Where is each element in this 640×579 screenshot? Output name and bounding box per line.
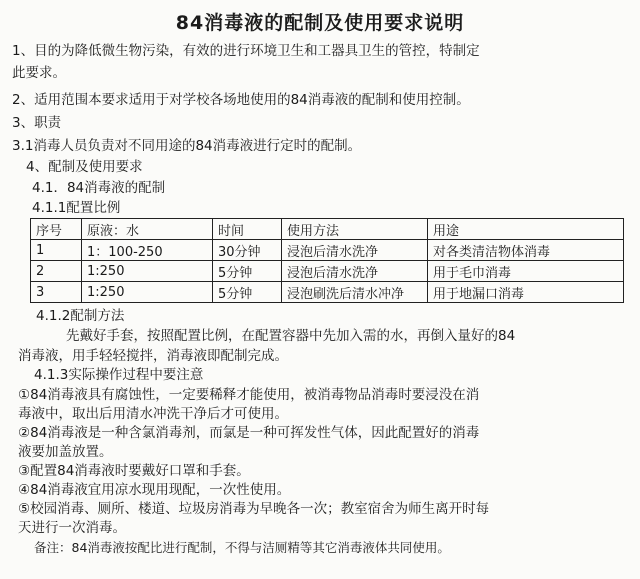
table-cell: 用于毛巾消毒 <box>428 261 624 282</box>
caution-3: ③配置84消毒液时要戴好口罩和手套。 <box>18 463 250 479</box>
cautions-heading: 4.1.3实际操作过程中要注意 <box>34 367 204 383</box>
section-1-line-2: 此要求。 <box>12 65 66 81</box>
table-cell: 用于地漏口消毒 <box>428 282 624 303</box>
table-row <box>31 240 624 261</box>
page-title: 84消毒液的配制及使用要求说明 <box>175 12 465 34</box>
section-4-1-1: 4.1.1配置比例 <box>32 200 121 216</box>
ratio-table <box>30 218 624 303</box>
caution-2-line-2: 液要加盖放置。 <box>18 444 113 460</box>
section-3-1: 3.1消毒人员负责对不同用途的84消毒液进行定时的配制。 <box>12 138 362 154</box>
table-cell: 5分钟 <box>213 261 282 282</box>
section-4: 4、配制及使用要求 <box>26 159 143 175</box>
table-cell: 2 <box>31 261 82 282</box>
table-header: 序号 <box>31 219 82 240</box>
table-cell: 1 <box>31 240 82 261</box>
table-cell: 30分钟 <box>213 240 282 261</box>
table-cell: 1：100-250 <box>82 240 213 261</box>
caution-5-line-1: ⑤校园消毒、厕所、楼道、垃圾房消毒为早晚各一次；教室宿舍为师生离开时每 <box>18 501 490 517</box>
caution-4: ④84消毒液宜用凉水现用现配，一次性使用。 <box>18 482 291 498</box>
table-header: 时间 <box>213 219 282 240</box>
caution-1-line-2: 毒液中，取出后用清水冲洗干净后才可使用。 <box>18 406 288 422</box>
table-cell: 5分钟 <box>213 282 282 303</box>
table-cell: 浸泡后清水洗净 <box>282 240 428 261</box>
method-line-1: 先戴好手套，按照配置比例，在配置容器中先加入需的水，再倒入量好的84 <box>66 328 516 344</box>
caution-5-line-2: 天进行一次消毒。 <box>18 520 126 536</box>
table-cell: 浸泡后清水洗净 <box>282 261 428 282</box>
table-cell: 对各类清洁物体消毒 <box>428 240 624 261</box>
table-header: 用途 <box>428 219 624 240</box>
table-header-row <box>31 219 624 240</box>
caution-1-line-1: ①84消毒液具有腐蚀性，一定要稀释才能使用，被消毒物品消毒时要浸没在消 <box>18 387 480 403</box>
table-cell: 3 <box>31 282 82 303</box>
section-4-1: 4.1．84消毒液的配制 <box>32 180 166 196</box>
section-2: 2、适用范围本要求适用于对学校各场地使用的84消毒液的配制和使用控制。 <box>12 92 470 108</box>
note: 备注：84消毒液按配比进行配制，不得与洁厕精等其它消毒液体共同使用。 <box>34 540 450 555</box>
caution-2-line-1: ②84消毒液是一种含氯消毒剂，而氯是一种可挥发性气体，因此配置好的消毒 <box>18 425 480 441</box>
section-1-line-1: 1、目的为降低微生物污染，有效的进行环境卫生和工器具卫生的管控，特制定 <box>12 43 480 59</box>
method-heading: 4.1.2配制方法 <box>36 308 125 324</box>
table-row <box>31 282 624 303</box>
section-3: 3、职责 <box>12 115 62 131</box>
method-line-2: 消毒液，用手轻轻搅拌，消毒液即配制完成。 <box>18 348 288 364</box>
table-header: 使用方法 <box>282 219 428 240</box>
table-cell: 1:250 <box>82 282 213 303</box>
table-row <box>31 261 624 282</box>
table-cell: 浸泡刷洗后清水冲净 <box>282 282 428 303</box>
table-header: 原液：水 <box>82 219 213 240</box>
table-cell: 1:250 <box>82 261 213 282</box>
